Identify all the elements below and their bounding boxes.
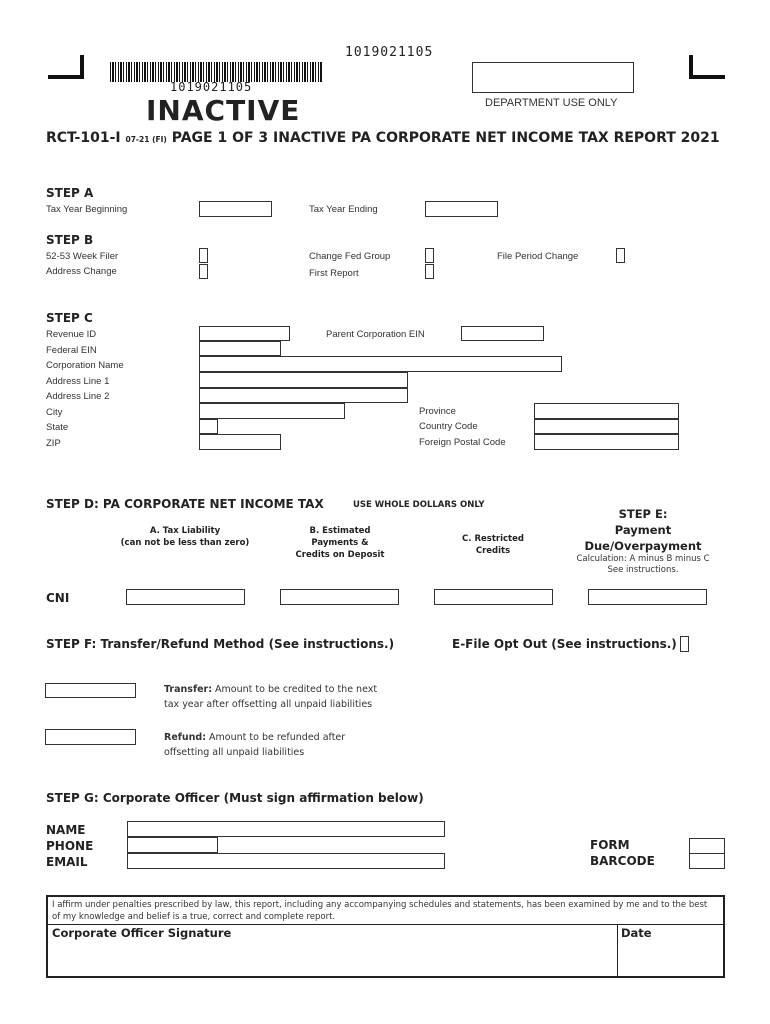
step-g-title: STEP G: Corporate Officer (Must sign affirmation below) [46,791,424,805]
zip-label: ZIP [46,438,61,449]
payment-due-input[interactable] [588,589,707,605]
week-filer-checkbox[interactable] [199,248,208,263]
change-fed-group-label: Change Fed Group [309,251,391,262]
state-label: State [46,422,69,433]
address-change-label: Address Change [46,266,117,277]
step-e-title-2: Payment Due/Overpayment [584,523,702,553]
col-a-header [110,525,260,549]
form-version: 07-21 (FI) [125,135,167,144]
form-barcode-box-1 [689,838,725,854]
address-line-1-label: Address Line 1 [46,376,110,387]
date-field[interactable] [618,941,722,975]
col-a-line-1: A. Tax Liability [149,526,221,536]
name-input[interactable] [127,821,445,837]
whole-dollars-note: USE WHOLE DOLLARS ONLY [353,500,485,510]
federal-ein-input[interactable] [199,341,281,356]
parent-ein-label: Parent Corporation EIN [326,329,425,340]
step-a-title: STEP A [46,186,94,200]
email-input[interactable] [127,853,445,869]
tax-year-beginning-input[interactable] [199,201,272,217]
col-c-header [443,533,543,557]
form-barcode-label-2: BARCODE [590,854,655,868]
affirmation-box [46,895,725,978]
corner-mark-right [689,55,725,79]
address-line-2-label: Address Line 2 [46,391,110,402]
signature-label: Corporate Officer Signature [52,926,232,940]
change-fed-group-checkbox[interactable] [425,248,434,263]
refund-input[interactable] [45,729,136,745]
tax-liability-input[interactable] [126,589,245,605]
step-c-title: STEP C [46,311,93,325]
phone-input[interactable] [127,837,218,853]
tax-year-ending-label: Tax Year Ending [309,204,378,215]
step-f-title: STEP F: Transfer/Refund Method (See instructions.) [46,637,395,651]
step-b-title: STEP B [46,233,94,247]
col-a-line-2: (can not be less than zero) [120,538,250,548]
transfer-text-1: Amount to be credited to the next [212,684,378,695]
department-use-box[interactable] [472,62,634,93]
address-change-checkbox[interactable] [199,264,208,279]
form-id [46,130,720,146]
refund-text-1: Amount to be refunded after [206,732,346,743]
file-period-change-label: File Period Change [497,251,579,262]
file-period-change-checkbox[interactable] [616,248,625,263]
country-code-input[interactable] [534,419,679,434]
foreign-postal-code-label: Foreign Postal Code [419,437,506,448]
affirmation-line-2: of my knowledge and belief is a true, correct and complete report. [52,912,336,922]
affirmation-line-1: I affirm under penalties prescribed by law, this report, including any accompanying schedules and statements, has been examined by me and to the best [52,900,708,910]
step-e-header [556,506,730,576]
zip-input[interactable] [199,434,281,450]
col-b-line-2: Payments & [311,538,369,548]
form-barcode-box-2 [689,853,725,869]
parent-ein-input[interactable] [461,326,544,341]
inactive-label: INACTIVE [146,94,301,127]
revenue-id-label: Revenue ID [46,329,97,340]
email-label: EMAIL [46,855,88,869]
province-label: Province [419,406,456,417]
province-input[interactable] [534,403,679,419]
week-filer-label: 52-53 Week Filer [46,251,119,262]
corner-mark-left [48,55,84,79]
form-barcode-label-1: FORM [590,838,630,852]
step-e-see: See instructions. [607,565,679,575]
barcode-image [110,62,322,82]
signature-field[interactable] [48,941,616,975]
foreign-postal-code-input[interactable] [534,434,679,450]
revenue-id-input[interactable] [199,326,290,341]
barcode-number: 1019021105 [170,80,253,94]
col-b-line-1: B. Estimated [309,526,371,536]
federal-ein-label: Federal EIN [46,345,97,356]
affirmation-divider [48,924,723,925]
date-label: Date [621,926,652,940]
corporation-name-label: Corporation Name [46,360,124,371]
col-b-line-3: Credits on Deposit [295,550,385,560]
refund-bold: Refund: [164,732,207,743]
refund-description [164,730,345,760]
form-id-code: RCT-101-I [46,130,121,146]
form-title: PAGE 1 OF 3 INACTIVE PA CORPORATE NET INCOME TAX REPORT 2021 [171,130,720,146]
corporation-name-input[interactable] [199,356,562,372]
transfer-text-2: tax year after offsetting all unpaid liabilities [164,699,373,710]
col-b-header [280,525,400,561]
first-report-checkbox[interactable] [425,264,434,279]
transfer-input[interactable] [45,683,136,698]
step-e-calc: Calculation: A minus B minus C [576,554,710,564]
cni-label: CNI [46,591,70,605]
city-label: City [46,407,63,418]
state-input[interactable] [199,419,218,434]
address-line-2-input[interactable] [199,388,408,403]
country-code-label: Country Code [419,421,478,432]
efile-opt-out-label: E-File Opt Out (See instructions.) [452,637,677,651]
estimated-payments-input[interactable] [280,589,399,605]
tax-year-beginning-label: Tax Year Beginning [46,204,128,215]
department-use-label: DEPARTMENT USE ONLY [485,97,618,109]
address-line-1-input[interactable] [199,372,408,388]
col-c-line-1: C. Restricted [462,534,524,544]
affirmation-text [52,899,722,923]
transfer-bold: Transfer: [164,684,213,695]
restricted-credits-input[interactable] [434,589,553,605]
col-c-line-2: Credits [475,546,511,556]
phone-label: PHONE [46,839,94,853]
step-e-title-1: STEP E: [618,507,668,521]
tax-year-ending-input[interactable] [425,201,498,217]
city-input[interactable] [199,403,345,419]
name-label: NAME [46,823,86,837]
transfer-description [164,682,377,712]
first-report-label: First Report [309,268,359,279]
refund-text-2: offsetting all unpaid liabilities [164,747,305,758]
efile-opt-out-checkbox[interactable] [680,636,689,652]
step-d-title: STEP D: PA CORPORATE NET INCOME TAX [46,497,324,511]
top-code: 1019021105 [345,45,434,60]
